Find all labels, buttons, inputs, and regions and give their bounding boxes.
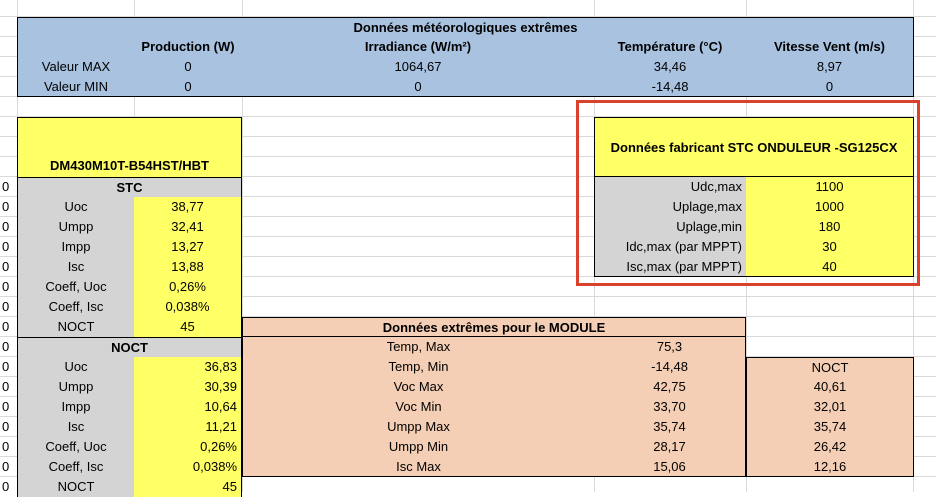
extremes-noct-value[interactable]: 12,16: [746, 457, 914, 477]
meteo-max-wind[interactable]: 8,97: [746, 57, 914, 77]
stc-label[interactable]: Coeff, Isc: [17, 297, 134, 317]
col-a-cell[interactable]: 0: [2, 439, 10, 454]
noct-label[interactable]: Coeff, Isc: [17, 457, 134, 477]
onduleur-title[interactable]: Données fabricant STC ONDULEUR -SG125CX: [594, 117, 914, 177]
noct-label[interactable]: Coeff, Uoc: [17, 437, 134, 457]
stc-label[interactable]: Umpp: [17, 217, 134, 237]
noct-label[interactable]: Umpp: [17, 377, 134, 397]
col-a-cell[interactable]: 0: [2, 479, 10, 494]
stc-label[interactable]: NOCT: [17, 317, 134, 337]
stc-header[interactable]: STC: [17, 177, 242, 197]
meteo-max-irradiance[interactable]: 1064,67: [242, 57, 594, 77]
extremes-value[interactable]: 15,06: [594, 457, 746, 477]
meteo-header-temperature[interactable]: Température (°C): [594, 37, 746, 57]
extremes-noct-header[interactable]: NOCT: [746, 357, 914, 377]
noct-value[interactable]: 10,64: [134, 397, 242, 417]
extremes-noct-value[interactable]: 40,61: [746, 377, 914, 397]
stc-value[interactable]: 45: [134, 317, 242, 337]
meteo-min-wind[interactable]: 0: [746, 77, 914, 97]
stc-label[interactable]: Isc: [17, 257, 134, 277]
noct-label[interactable]: Uoc: [17, 357, 134, 377]
extremes-label[interactable]: Temp, Min: [242, 357, 594, 377]
extremes-label[interactable]: Voc Min: [242, 397, 594, 417]
col-a-cell[interactable]: 0: [2, 259, 10, 274]
highlight-annotation-box: [576, 100, 920, 286]
col-a-cell[interactable]: 0: [2, 219, 10, 234]
col-a-cell[interactable]: 0: [2, 179, 10, 194]
col-a-cell[interactable]: 0: [2, 319, 10, 334]
noct-value[interactable]: 30,39: [134, 377, 242, 397]
meteo-min-production[interactable]: 0: [134, 77, 242, 97]
stc-value[interactable]: 13,27: [134, 237, 242, 257]
noct-value[interactable]: 0,26%: [134, 437, 242, 457]
stc-label[interactable]: Coeff, Uoc: [17, 277, 134, 297]
stc-value[interactable]: 0,038%: [134, 297, 242, 317]
col-a-cell[interactable]: 0: [2, 379, 10, 394]
stc-value[interactable]: 0,26%: [134, 277, 242, 297]
module-name[interactable]: DM430M10T-B54HST/HBT: [17, 117, 242, 177]
extremes-value[interactable]: 42,75: [594, 377, 746, 397]
onduleur-value[interactable]: 1100: [746, 177, 914, 197]
noct-label[interactable]: Isc: [17, 417, 134, 437]
onduleur-label[interactable]: Isc,max (par MPPT): [594, 257, 746, 277]
onduleur-value[interactable]: 180: [746, 217, 914, 237]
noct-label[interactable]: NOCT: [17, 477, 134, 497]
extremes-label[interactable]: Umpp Max: [242, 417, 594, 437]
col-a-cell[interactable]: 0: [2, 399, 10, 414]
onduleur-value[interactable]: 40: [746, 257, 914, 277]
col-a-cell[interactable]: 0: [2, 279, 10, 294]
extremes-label[interactable]: Voc Max: [242, 377, 594, 397]
meteo-min-temperature[interactable]: -14,48: [594, 77, 746, 97]
stc-value[interactable]: 38,77: [134, 197, 242, 217]
onduleur-label[interactable]: Udc,max: [594, 177, 746, 197]
extremes-value[interactable]: 35,74: [594, 417, 746, 437]
col-a-cell[interactable]: 0: [2, 359, 10, 374]
stc-value[interactable]: 13,88: [134, 257, 242, 277]
extremes-value[interactable]: 33,70: [594, 397, 746, 417]
extremes-noct-value[interactable]: 32,01: [746, 397, 914, 417]
stc-label[interactable]: Uoc: [17, 197, 134, 217]
extremes-value[interactable]: -14,48: [594, 357, 746, 377]
extremes-value[interactable]: 75,3: [594, 337, 746, 357]
noct-value[interactable]: 0,038%: [134, 457, 242, 477]
meteo-max-temperature[interactable]: 34,46: [594, 57, 746, 77]
stc-label[interactable]: Impp: [17, 237, 134, 257]
extremes-title[interactable]: Données extrêmes pour le MODULE: [242, 317, 746, 337]
meteo-max-production[interactable]: 0: [134, 57, 242, 77]
onduleur-label[interactable]: Uplage,max: [594, 197, 746, 217]
col-a-cell[interactable]: 0: [2, 339, 10, 354]
stc-value[interactable]: 32,41: [134, 217, 242, 237]
col-a-cell[interactable]: 0: [2, 299, 10, 314]
noct-value[interactable]: 36,83: [134, 357, 242, 377]
meteo-header-production[interactable]: Production (W): [134, 37, 242, 57]
onduleur-value[interactable]: 30: [746, 237, 914, 257]
noct-value[interactable]: 45: [134, 477, 242, 497]
meteo-header-empty[interactable]: [17, 37, 134, 57]
col-a-cell[interactable]: 0: [2, 459, 10, 474]
extremes-label[interactable]: Temp, Max: [242, 337, 594, 357]
onduleur-label[interactable]: Idc,max (par MPPT): [594, 237, 746, 257]
noct-value[interactable]: 11,21: [134, 417, 242, 437]
noct-label[interactable]: Impp: [17, 397, 134, 417]
extremes-label[interactable]: Umpp Min: [242, 437, 594, 457]
noct-header[interactable]: NOCT: [17, 337, 242, 357]
meteo-title[interactable]: Données météorologiques extrêmes: [17, 17, 914, 37]
meteo-row-label-max[interactable]: Valeur MAX: [17, 57, 134, 77]
extremes-label[interactable]: Isc Max: [242, 457, 594, 477]
col-a-cell[interactable]: 0: [2, 199, 10, 214]
extremes-noct-value[interactable]: 26,42: [746, 437, 914, 457]
extremes-noct-value[interactable]: 35,74: [746, 417, 914, 437]
meteo-header-wind[interactable]: Vitesse Vent (m/s): [746, 37, 914, 57]
meteo-row-label-min[interactable]: Valeur MIN: [17, 77, 134, 97]
extremes-value[interactable]: 28,17: [594, 437, 746, 457]
meteo-min-irradiance[interactable]: 0: [242, 77, 594, 97]
meteo-header-irradiance[interactable]: Irradiance (W/m²): [242, 37, 594, 57]
col-a-cell[interactable]: 0: [2, 419, 10, 434]
onduleur-value[interactable]: 1000: [746, 197, 914, 217]
col-a-cell[interactable]: 0: [2, 239, 10, 254]
onduleur-label[interactable]: Uplage,min: [594, 217, 746, 237]
